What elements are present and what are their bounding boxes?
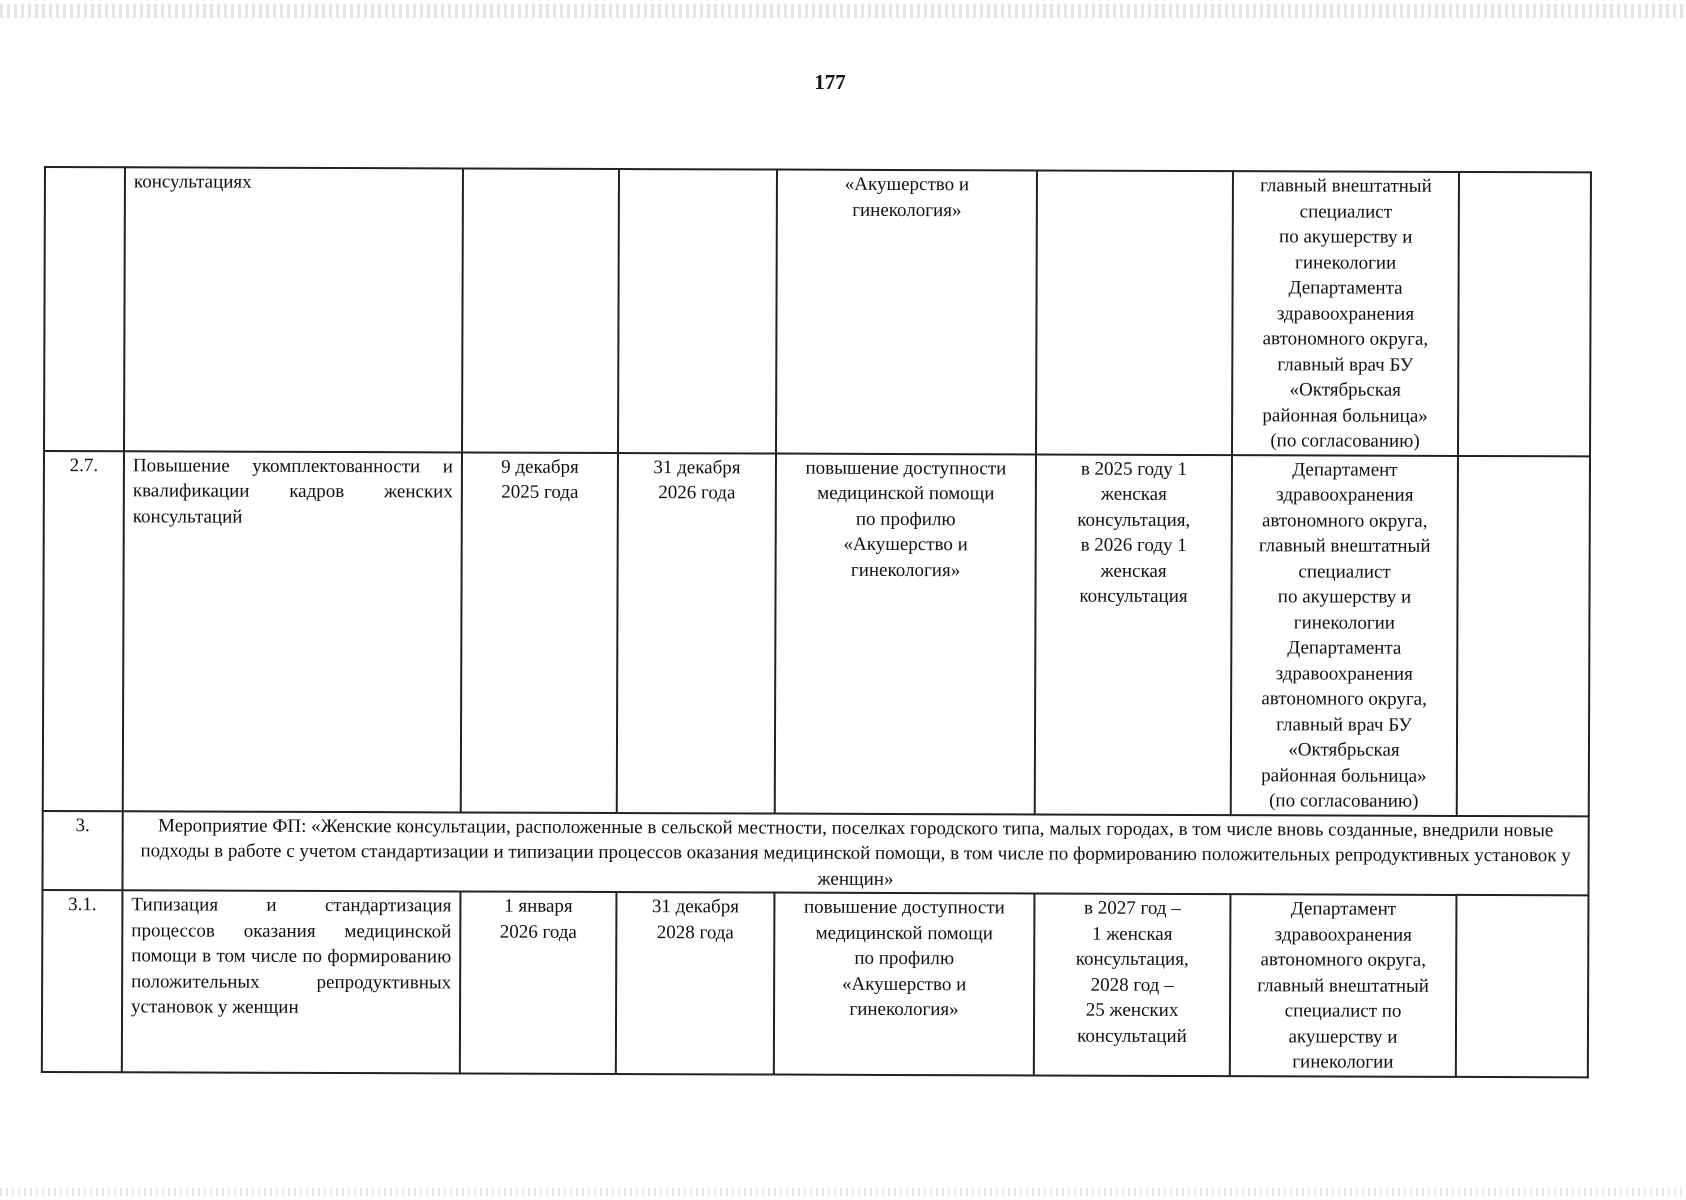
activity-title: Повышение укомплектованности и квалификации кадров женских консультаций	[123, 451, 462, 812]
activity-plan-table	[41, 166, 1592, 1078]
row-number	[44, 167, 125, 451]
end-date	[618, 169, 777, 453]
expected-result: повышение доступности медицинской помощи по профилю «Акушерство и гинекология»	[775, 453, 1036, 814]
target-indicator: в 2027 год – 1 женская консультация, 2028 год – 25 женских консультаций	[1034, 893, 1231, 1075]
table-row	[42, 810, 1588, 895]
expected-result: «Акушерство и гинекология»	[776, 170, 1037, 454]
end-date: 31 декабря 2028 года	[616, 892, 775, 1074]
start-date	[462, 168, 619, 452]
start-date: 9 декабря 2025 года	[461, 452, 618, 813]
page-number: 177	[814, 70, 846, 94]
table-row	[43, 451, 1590, 816]
activity-title: Типизация и стандартизация процессов оказания медицинской помощи в том числе по формированию положительных репродуктивных установок у женщин	[122, 890, 461, 1073]
note-cell	[1457, 455, 1590, 815]
section-title: Мероприятие ФП: «Женские консультации, расположенные в сельской местности, поселках городского типа, малых городах, в том числе вновь созданные, внедрили новые подходы в работе с учетом стандартизации и типизации процессов оказания медицинской помощи, в том числе по формированию положительных репродуктивных установок у женщин»	[122, 811, 1588, 896]
activity-title: консультациях	[124, 167, 463, 452]
responsible-party: Департамент здравоохранения автономного округа, главный внештатный специалист по акушерству и гинекологии Департамента здравоохранения автономного округа, главный врач БУ «Октябрьская районная больница» (по согласованию)	[1231, 455, 1458, 816]
scan-edge-top	[0, 4, 1686, 18]
target-indicator	[1036, 170, 1233, 454]
expected-result: повышение доступности медицинской помощи по профилю «Акушерство и гинекология»	[774, 893, 1035, 1075]
end-date: 31 декабря 2026 года	[617, 453, 776, 814]
row-number: 2.7.	[43, 451, 124, 811]
row-number: 3.1.	[42, 890, 123, 1072]
target-indicator: в 2025 году 1 женская консультация, в 2026 году 1 женская консультация	[1035, 454, 1232, 815]
responsible-party: главный внештатный специалист по акушерству и гинекологии Департамента здравоохранения автономного округа, главный врач БУ «Октябрьская районная больница» (по согласованию)	[1232, 171, 1459, 455]
responsible-party: Департамент здравоохранения автономного округа, главный внештатный специалист по акушерству и гинекологии	[1230, 894, 1457, 1076]
note-cell	[1458, 172, 1591, 456]
scan-edge-bottom	[0, 1188, 1686, 1196]
table-row	[42, 890, 1589, 1077]
note-cell	[1456, 895, 1589, 1077]
start-date: 1 января 2026 года	[460, 891, 617, 1073]
table-row	[44, 167, 1591, 456]
section-number: 3.	[42, 810, 122, 890]
